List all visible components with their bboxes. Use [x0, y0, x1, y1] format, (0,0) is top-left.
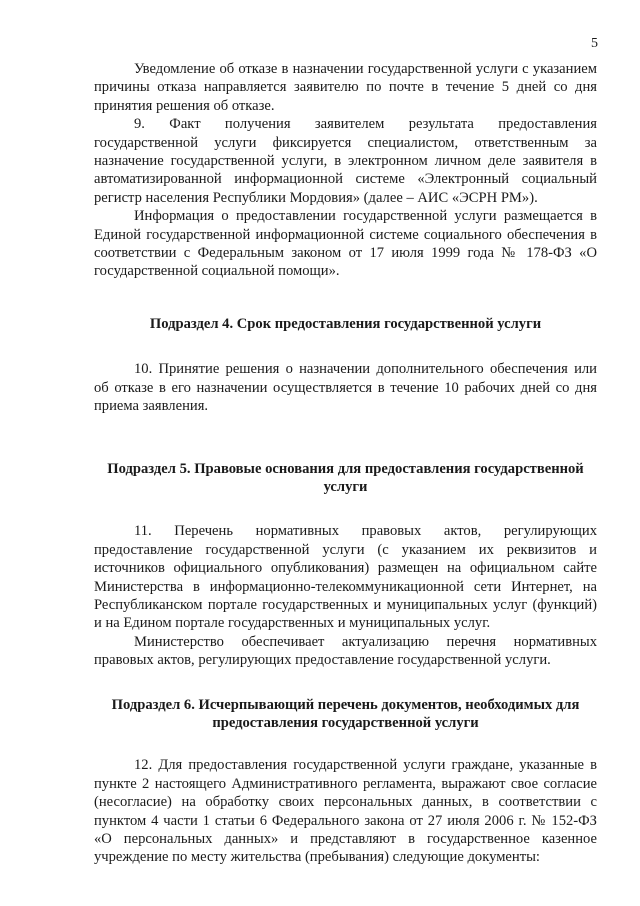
- page-number: 5: [591, 36, 598, 51]
- paragraph-ministry: Министерство обеспечивает актуализацию перечня нормативных правовых актов, регулирующих предоставление государственной услуги.: [94, 633, 597, 669]
- paragraph-10: 10. Принятие решения о назначении дополнительного обеспечения или об отказе в его назначении осуществляется в течение 10 рабочих дней со дня приема заявления.: [94, 361, 597, 415]
- paragraph-11: 11. Перечень нормативных правовых актов, регулирующих предоставление государственной услуги (с указанием их реквизитов и источников официального опубликования) размещен на официальном сайте Министерства в информационно-телекоммуникационной сети Интернет, на Республиканском портале государственных и муниципальных услуг (функций) и на Едином портале государственных и муниципальных услуг.: [94, 523, 597, 632]
- paragraph-information: Информация о предоставлении государственной услуги размещается в Единой государственной информационной системе социального обеспечения в соответствии с Федеральным законом от 17 июля 1999 года № 178-ФЗ «О государственной социальной помощи».: [94, 208, 597, 280]
- paragraph-refusal-notice: Уведомление об отказе в назначении государственной услуги с указанием причины отказа направляется заявителю по почте в течение 5 дней со дня принятия решения об отказе.: [94, 61, 597, 114]
- paragraph-9: 9. Факт получения заявителем результата предоставления государственной услуги фиксируется специалистом, ответственным за назначение государственной услуги, в электронном личном деле заявителя в автоматизированной информационной системе «Электронный социальный регистр населения Республики Мордовия» (далее – АИС «ЭСРН РМ»).: [94, 116, 597, 206]
- paragraph-12: 12. Для предоставления государственной услуги граждане, указанные в пункте 2 настоящего Административного регламента, выражают свое согласие (несогласие) на обработку своих персональных данных, в соответствии с пунктом 4 части 1 статьи 6 Федерального закона от 27 июля 2006 г. № 152-ФЗ «О персональных данных» и представляют в государственное казенное учреждение по месту жительства (пребывания) следующие документы:: [94, 757, 597, 866]
- heading-subsection-5: Подраздел 5. Правовые основания для предоставления государственной услуги: [107, 460, 584, 495]
- heading-subsection-6: Подраздел 6. Исчерпывающий перечень документов, необходимых для предоставления государственной услуги: [111, 696, 580, 731]
- document-body: [94, 60, 597, 867]
- heading-subsection-4: Подраздел 4. Срок предоставления государственной услуги: [149, 315, 542, 332]
